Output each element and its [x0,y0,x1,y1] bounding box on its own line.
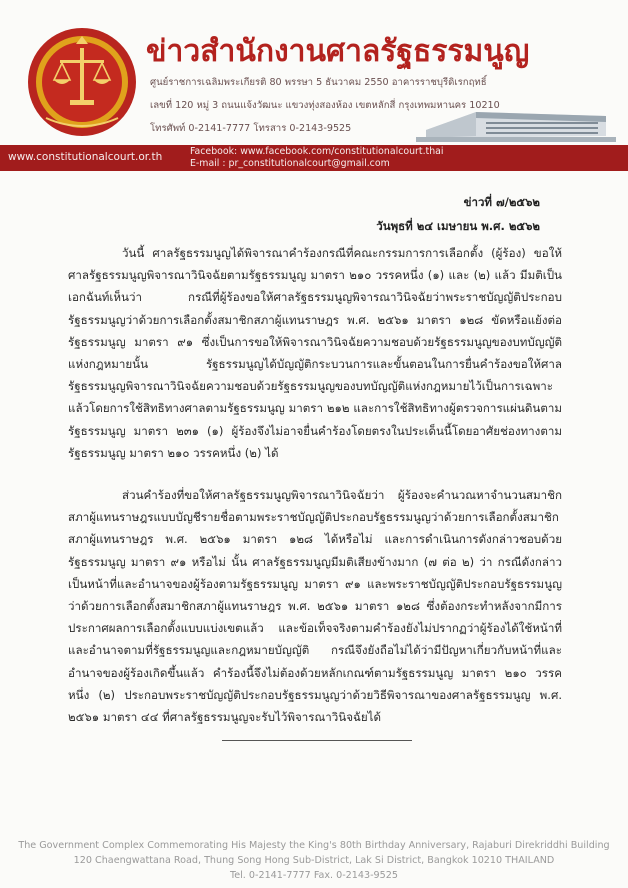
address-line-1: ศูนย์ราชการเฉลิมพระเกียรติ 80 พรรษา 5 ธันวาคม 2550 อาคารราชบุรีดิเรกฤทธิ์ [150,77,487,88]
footer-line-3: Tel. 0-2141-7777 Fax. 0-2143-9525 [230,870,398,881]
paragraph-1-block [68,242,562,464]
closing-divider [222,740,412,741]
footer-address [0,838,628,883]
constitutional-court-seal-icon [26,26,138,138]
phone-fax-line: โทรศัพท์ 0-2141-7777 โทรสาร 0-2143-9525 [150,123,352,134]
paragraph-1: วันนี้ ศาลรัฐธรรมนูญได้พิจารณาคำร้องกรณีที่คณะกรรมการการเลือกตั้ง (ผู้ร้อง) ขอให้ศาลรัฐธรรมนูญพิจารณาวินิจฉัยตามรัฐธรรมนูญ มาตรา ๒๑๐ วรรคหนึ่ง (๑) และ (๒) แล้ว มีมติเป็นเอกฉันท์เห็นว่า กรณีที่ผู้ร้องขอให้ศาลรัฐธรรมนูญพิจารณาวินิจฉัยว่าพระราชบัญญัติประกอบรัฐธรรมนูญว่าด้วยการเลือกตั้งสมาชิกสภาผู้แทนราษฎร พ.ศ. ๒๕๖๑ มาตรา ๑๒๘ ขัดหรือแย้งต่อรัฐธรรมนูญ มาตรา ๙๑ ซึ่งเป็นการขอให้พิจารณาวินิจฉัยความชอบด้วยรัฐธรรมนูญของบทบัญญัติแห่งกฎหมายนั้น รัฐธรรมนูญได้บัญญัติกระบวนการและขั้นตอนในการยื่นคำร้องขอให้ศาลรัฐธรรมนูญพิจารณาวินิจฉัยความชอบด้วยรัฐธรรมนูญของบทบัญญัติแห่งกฎหมายไว้เป็นการเฉพาะแล้วโดยการใช้สิทธิทางศาลตามรัฐธรรมนูญ มาตรา ๒๑๒ และการใช้สิทธิทางผู้ตรวจการแผ่นดินตามรัฐธรรมนูญ มาตรา ๒๓๑ (๑) ผู้ร้องจึงไม่อาจยื่นคำร้องโดยตรงในประเด็นนี้โดยอาศัยช่องทางตามรัฐธรรมนูญ มาตรา ๒๑๐ วรรคหนึ่ง (๒) ได้ [68,246,562,460]
news-number: ข่าวที่ ๗/๒๕๖๒ [463,195,540,209]
footer-line-2: 120 Chaengwattana Road, Thung Song Hong Sub-District, Lak Si District, Bangkok 10210 THAILAND [73,855,555,866]
email-link[interactable]: E-mail : pr_constitutionalcourt@gmail.com [190,158,390,169]
paragraph-2: ส่วนคำร้องที่ขอให้ศาลรัฐธรรมนูญพิจารณาวินิจฉัยว่า ผู้ร้องจะคำนวณหาจำนวนสมาชิกสภาผู้แทนราษฎรแบบบัญชีรายชื่อตามพระราชบัญญัติประกอบรัฐธรรมนูญว่าด้วยการเลือกตั้งสมาชิกสภาผู้แทนราษฎร พ.ศ. ๒๕๖๑ มาตรา ๑๒๘ ได้หรือไม่ และการดำเนินการดังกล่าวชอบด้วยรัฐธรรมนูญ มาตรา ๙๑ หรือไม่ นั้น ศาลรัฐธรรมนูญมีมติเสียงข้างมาก (๗ ต่อ ๒) ว่า กรณีดังกล่าวเป็นหน้าที่และอำนาจของผู้ร้องตามรัฐธรรมนูญ มาตรา ๙๑ และพระราชบัญญัติประกอบรัฐธรรมนูญว่าด้วยการเลือกตั้งสมาชิกสภาผู้แทนราษฎร พ.ศ. ๒๕๖๑ มาตรา ๑๒๘ ซึ่งต้องกระทำหลังจากมีการประกาศผลการเลือกตั้งแบบแบ่งเขตแล้ว และข้อเท็จจริงตามคำร้องยังไม่ปรากฏว่าผู้ร้องได้ใช้หน้าที่และอำนาจตามที่รัฐธรรมนูญและกฎหมายบัญญัติ กรณีจึงยังถือไม่ได้ว่ามีปัญหาเกี่ยวกับหน้าที่และอำนาจของผู้ร้องเกิดขึ้นแล้ว คำร้องนี้จึงไม่ต้องด้วยหลักเกณฑ์ตามรัฐธรรมนูญ มาตรา ๒๑๐ วรรคหนึ่ง (๒) ประกอบพระราชบัญญัติประกอบรัฐธรรมนูญว่าด้วยวิธีพิจารณาของศาลรัฐธรรมนูญ พ.ศ. ๒๕๖๑ มาตรา ๔๔ ที่ศาลรัฐธรรมนูญจะรับไว้พิจารณาวินิจฉัยได้ [68,488,562,725]
newsletter-title: ข่าวสำนักงานศาลรัฐธรรมนูญ [146,34,530,69]
government-complex-building-icon [416,92,616,142]
address-line-2: เลขที่ 120 หมู่ 3 ถนนแจ้งวัฒนะ แขวงทุ่งสองห้อง เขตหลักสี่ กรุงเทพมหานคร 10210 [150,100,500,111]
facebook-link[interactable]: Facebook: www.facebook.com/constitutionalcourt.thai [190,146,444,157]
social-contacts [190,146,444,170]
paragraph-2-block [68,484,562,728]
contact-bar [0,145,628,171]
news-date: วันพุธที่ ๒๔ เมษายน พ.ศ. ๒๕๖๒ [376,219,540,233]
website-link[interactable]: www.constitutionalcourt.or.th [8,151,163,163]
footer-line-1: The Government Complex Commemorating His Majesty the King's 80th Birthday Anniversary, Rajaburi Direkriddhi Building [18,840,610,851]
letterhead [0,0,628,175]
